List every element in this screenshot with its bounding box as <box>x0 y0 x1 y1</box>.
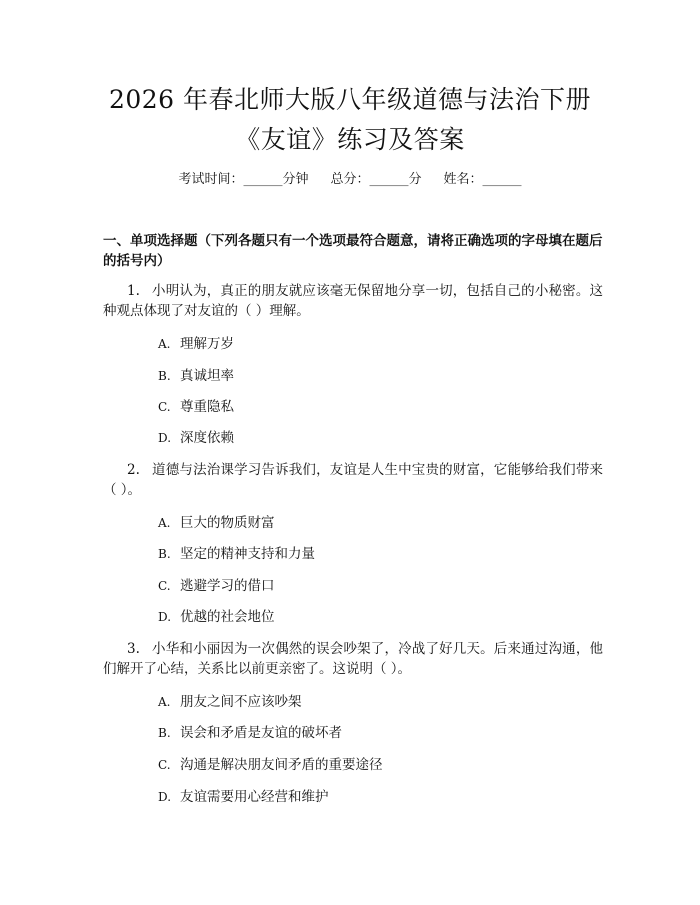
option-1c <box>158 397 598 417</box>
option-letter: D. <box>158 431 172 445</box>
exam-info <box>0 171 700 189</box>
option-1b <box>158 366 598 386</box>
option-text: 朋友之间不应该吵架 <box>180 694 302 710</box>
option-text: 真诚坦率 <box>180 368 234 384</box>
question-2 <box>103 460 603 500</box>
option-text: 逃避学习的借口 <box>180 578 275 594</box>
option-text: 尊重隐私 <box>180 399 234 415</box>
option-letter: A. <box>158 695 171 709</box>
option-letter: C. <box>158 758 171 772</box>
option-letter: C. <box>158 400 171 414</box>
option-1d <box>158 428 598 448</box>
section-heading: 一、单项选择题（下列各题只有一个选项最符合题意，请将正确选项的字母填在题后的括号内） <box>103 233 603 269</box>
option-letter: A. <box>158 516 171 530</box>
exam-score-label: 总分： <box>330 172 370 187</box>
option-2c <box>158 576 598 596</box>
option-letter: D. <box>158 790 172 804</box>
question-stem: 道德与法治课学习告诉我们，友谊是人生中宝贵的财富，它能够给我们带来（ ）。 <box>103 462 603 498</box>
exam-name-blank: ______ <box>482 172 522 187</box>
option-text: 误会和矛盾是友谊的破坏者 <box>180 725 342 741</box>
question-stem: 小明认为，真正的朋友就应该毫无保留地分享一切，包括自己的小秘密。这种观点体现了对友谊的（ ）理解。 <box>103 283 603 319</box>
option-letter: C. <box>158 579 171 593</box>
option-text: 优越的社会地位 <box>180 609 275 625</box>
question-number: 1. <box>127 283 140 299</box>
option-letter: B. <box>158 547 171 561</box>
document-title-line-2: 《友谊》练习及答案 <box>235 125 465 154</box>
option-3d <box>158 787 598 807</box>
document-title-line-1: 2026 年春北师大版八年级道德与法治下册 <box>108 85 592 114</box>
option-3b <box>158 723 598 743</box>
exam-time-unit: 分钟 <box>282 172 309 187</box>
option-1a <box>158 334 598 354</box>
question-number: 3. <box>127 641 140 657</box>
option-letter: B. <box>158 369 171 383</box>
option-letter: B. <box>158 726 171 740</box>
exam-score-unit: 分 <box>408 172 422 187</box>
option-letter: D. <box>158 610 172 624</box>
option-2b <box>158 544 598 564</box>
option-text: 友谊需要用心经营和维护 <box>180 789 329 805</box>
question-stem: 小华和小丽因为一次偶然的误会吵架了，冷战了好几天。后来通过沟通，他们解开了心结，关系比以前更亲密了。这说明（ ）。 <box>103 641 603 677</box>
option-3a <box>158 692 598 712</box>
option-text: 坚定的精神支持和力量 <box>180 546 315 562</box>
exam-score-blank: ______ <box>369 172 409 187</box>
option-text: 巨大的物质财富 <box>180 515 275 531</box>
exam-name-label: 姓名： <box>443 172 483 187</box>
option-text: 理解万岁 <box>180 336 234 352</box>
exam-time-blank: ______ <box>243 172 283 187</box>
question-1 <box>103 281 603 321</box>
option-2a <box>158 513 598 533</box>
question-number: 2. <box>127 462 140 478</box>
option-2d <box>158 607 598 627</box>
option-3c <box>158 755 598 775</box>
option-text: 深度依赖 <box>180 430 234 446</box>
question-3 <box>103 639 603 679</box>
exam-time-label: 考试时间： <box>178 172 244 187</box>
option-letter: A. <box>158 337 171 351</box>
option-text: 沟通是解决朋友间矛盾的重要途径 <box>180 757 383 773</box>
